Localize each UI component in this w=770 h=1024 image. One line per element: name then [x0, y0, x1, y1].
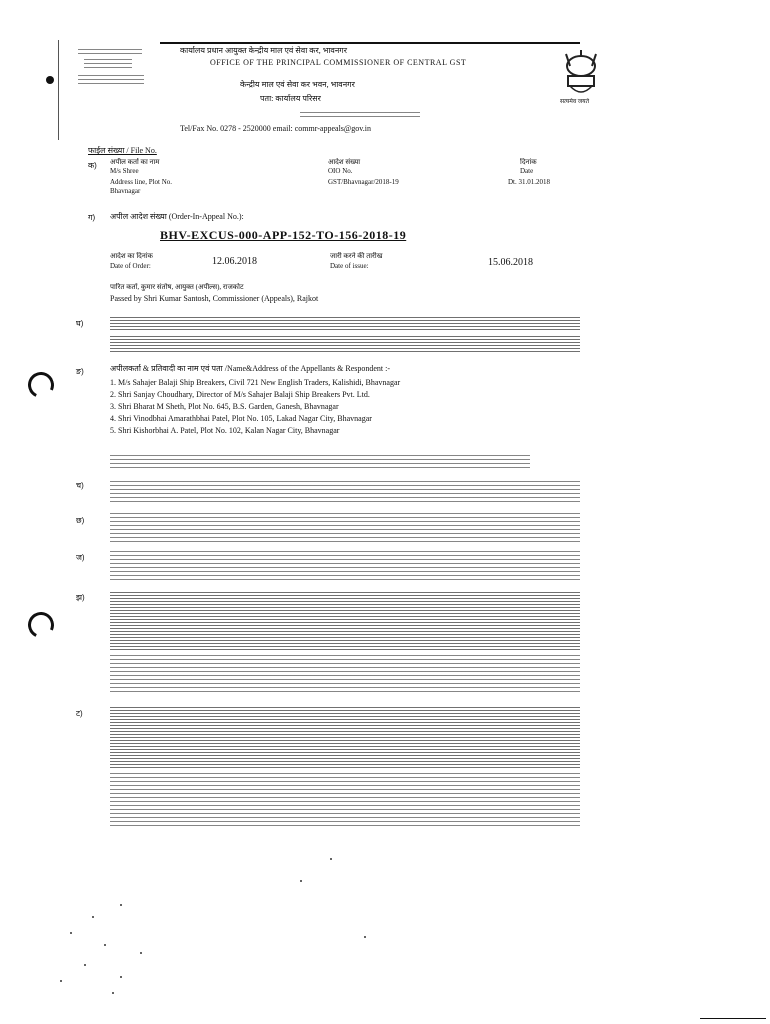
scan-speck — [92, 916, 94, 918]
scan-speck — [300, 880, 302, 882]
footer-label: — — [700, 1008, 707, 1016]
scan-speck — [330, 858, 332, 860]
appellant-3: 3. Shri Bharat M Sheth, Plot No. 645, B.S. Garden, Ganesh, Bhavnagar — [110, 402, 339, 411]
office-contact: Tel/Fax No. 0278 - 2520000 email: commr-appeals@gov.in — [180, 124, 371, 133]
scan-speck — [112, 992, 114, 994]
party-col2-line2: OIO No. — [328, 167, 353, 175]
paragraph-h-hi — [110, 590, 580, 650]
paragraph-f — [110, 512, 580, 542]
section-label-i: ट) — [76, 709, 83, 718]
issue-date-label-en: Date of issue: — [330, 262, 369, 270]
office-address-hi: केन्द्रीय माल एवं सेवा कर भवन, भावनगर — [240, 80, 355, 89]
scan-speck — [140, 952, 142, 954]
paragraph-g — [110, 550, 580, 580]
section-c-text — [110, 316, 580, 330]
appellant-1: 1. M/s Sahajer Balaji Ship Breakers, Civil 721 New English Traders, Kalishidi, Bhavnagar — [110, 378, 401, 387]
appellant-4: 4. Shri Vinodbhai Amarathbhai Patel, Plot No. 105, Lakad Nagar City, Bhavnagar — [110, 414, 372, 423]
party-col3-line3: Dt. 31.01.2018 — [508, 178, 550, 186]
party-col3-line1: दिनांक — [520, 158, 537, 166]
section-label-e: च) — [76, 481, 84, 490]
passed-by-en: Passed by Shri Kumar Santosh, Commissioner (Appeals), Rajkot — [110, 294, 319, 303]
appellant-5: 5. Shri Kishorbhai A. Patel, Plot No. 102, Kalan Nagar City, Bhavnagar — [110, 426, 340, 435]
header-block — [60, 38, 620, 134]
order-date-label-en: Date of Order: — [110, 262, 151, 270]
scan-speck — [104, 944, 106, 946]
section-label-c: घ) — [76, 319, 84, 328]
issue-date-value: 15.06.2018 — [488, 258, 533, 268]
passed-by-hi: पारित कर्ता, कुमार संतोष, आयुक्त (अपील्स), राजकोट — [110, 283, 244, 291]
order-date-label-hi: आदेश का दिनांक — [110, 252, 153, 260]
department-logo — [78, 46, 148, 96]
header-top-rule — [160, 42, 580, 44]
scan-speck — [70, 932, 72, 934]
state-emblem — [556, 50, 606, 108]
issue-date-label-hi: जारी करने की तारीख — [330, 252, 383, 260]
office-pin-line — [300, 110, 420, 117]
party-col1-line3: Address line, Plot No. — [110, 178, 173, 186]
party-col1-line2: M/s Shree — [110, 167, 139, 175]
paragraph-i-hi — [110, 706, 580, 768]
party-col3-line2: Date — [520, 167, 534, 175]
party-col1-line1: अपील कर्ता का नाम — [110, 158, 160, 166]
file-reference: फाईल संख्या / File No. — [88, 146, 157, 155]
section-label-d: ङ) — [76, 367, 84, 376]
section-label-f: छ) — [76, 516, 85, 525]
emblem-caption: सत्यमेव जयते — [560, 99, 590, 105]
section-label-b: ग) — [88, 213, 96, 222]
section-label-g: ज) — [76, 553, 85, 562]
scan-left-edge — [58, 40, 59, 140]
party-col2-line3: GST/Bhavnagar/2018-19 — [328, 178, 399, 186]
parties-table — [88, 156, 588, 196]
party-col1-line4: Bhavnagar — [110, 187, 141, 195]
section-c-text-2 — [110, 336, 580, 352]
scan-artifact-dot — [46, 76, 54, 84]
paragraph-intro — [110, 452, 530, 468]
scan-speck — [120, 904, 122, 906]
appellants-heading: अपीलकर्ता & प्रतिवादी का नाम एवं पता /Name&Address of the Appellants & Respondent :- — [110, 364, 391, 373]
paragraph-h-en — [110, 652, 580, 692]
paragraph-e — [110, 478, 580, 502]
appellant-2: 2. Shri Sanjay Choudhary, Director of M/s Sahajer Balaji Ship Breakers Pvt. Ltd. — [110, 390, 370, 399]
scan-speck — [120, 976, 122, 978]
scan-speck — [364, 936, 366, 938]
order-in-appeal-label: अपील आदेश संख्या (Order-In-Appeal No.): — [110, 212, 244, 221]
paragraph-i-en — [110, 770, 580, 826]
punch-hole-upper — [24, 368, 57, 401]
scan-speck — [84, 964, 86, 966]
order-date-value: 12.06.2018 — [212, 257, 257, 267]
section-label-h: झ) — [76, 593, 85, 602]
office-title-hi: कार्यालय प्रधान आयुक्त केन्द्रीय माल एवं सेवा कर, भावनगर — [180, 46, 348, 55]
office-title-en: OFFICE OF THE PRINCIPAL COMMISSIONER OF CENTRAL GST — [210, 58, 467, 67]
section-label-a: क) — [88, 161, 97, 170]
scan-speck — [60, 980, 62, 982]
order-number: BHV-EXCUS-000-APP-152-TO-156-2018-19 — [160, 228, 407, 242]
party-col2-line1: आदेश संख्या — [328, 158, 361, 166]
punch-hole-lower — [24, 608, 57, 641]
office-address-line2: पता: कार्यालय परिसर — [260, 94, 321, 103]
footer-rule — [700, 1018, 766, 1019]
